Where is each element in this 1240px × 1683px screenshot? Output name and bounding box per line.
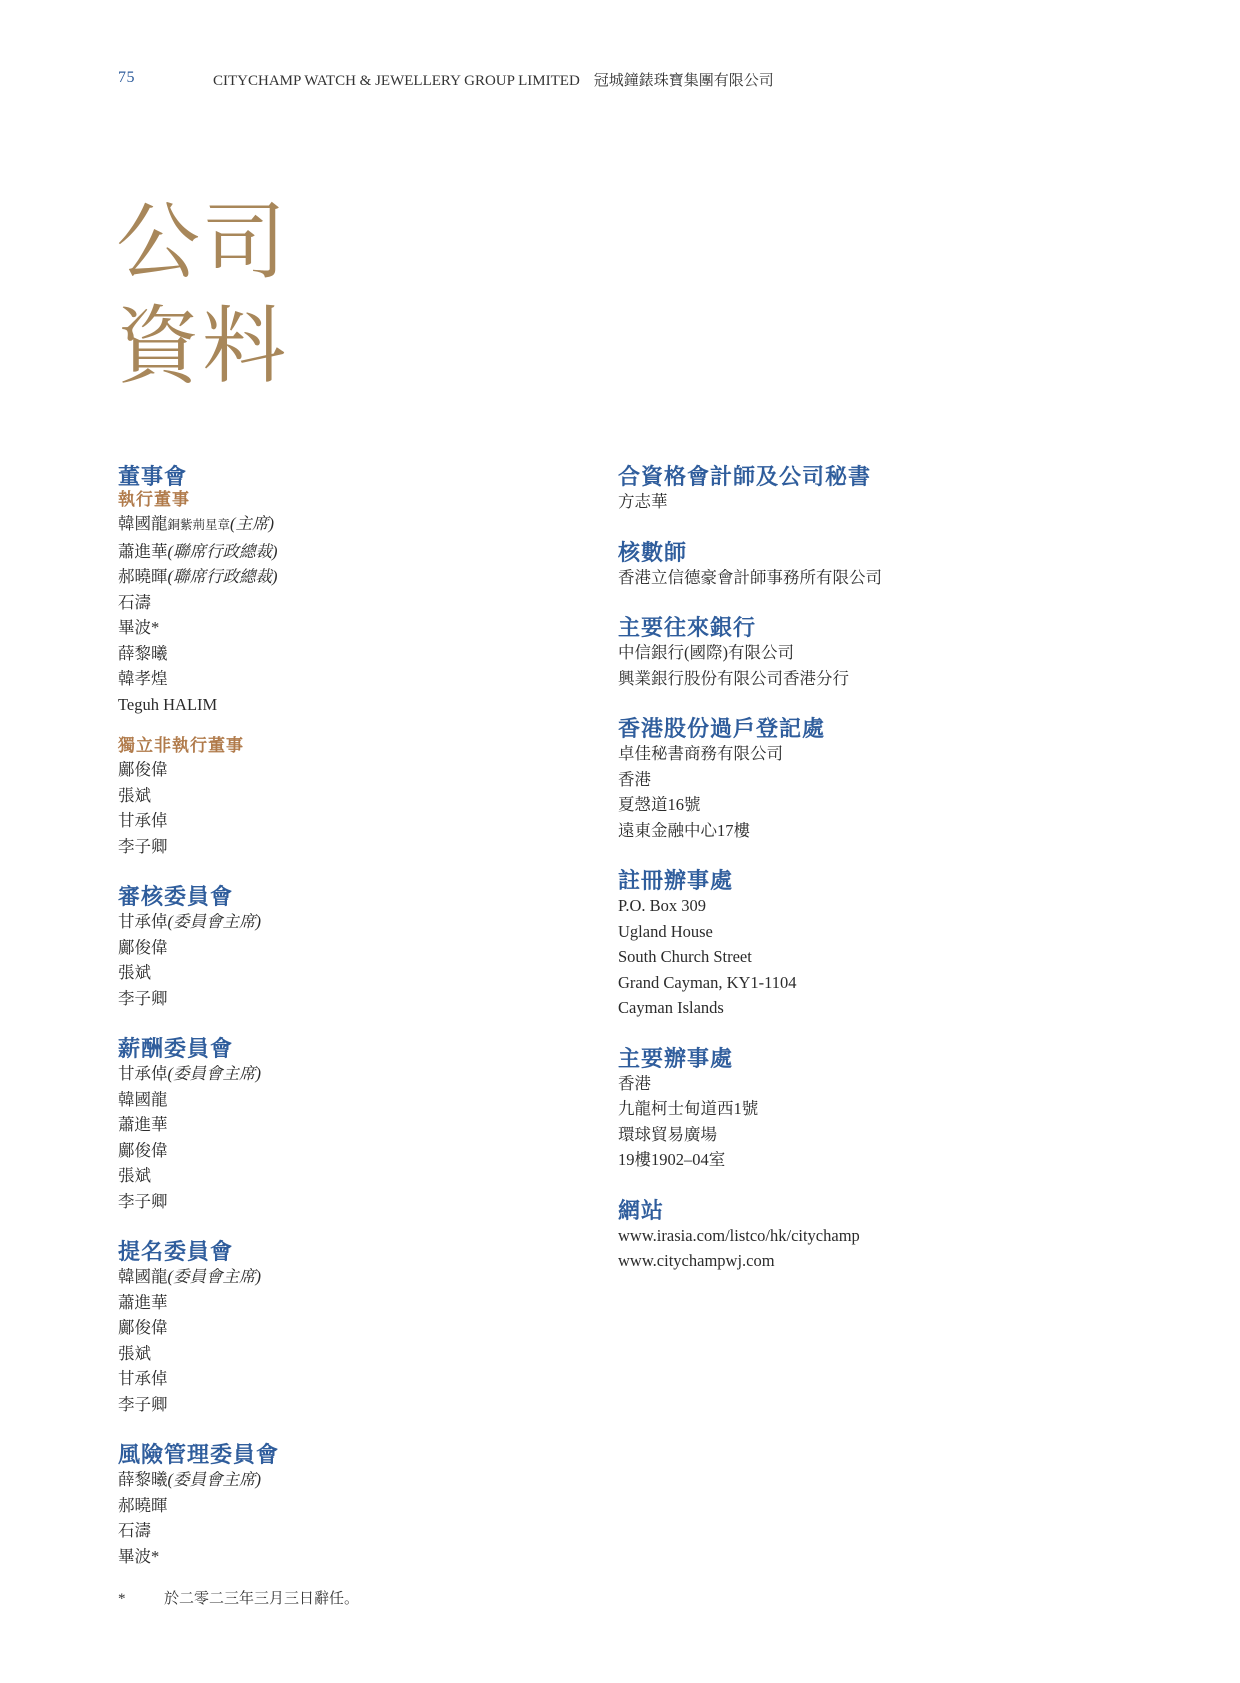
info-line: 遠東金融中心17樓	[618, 820, 750, 840]
auditor-section	[618, 541, 1118, 591]
info-line: 中信銀行(國際)有限公司	[618, 643, 794, 662]
info-line: 卓佳秘書商務有限公司	[618, 744, 783, 763]
member-entry: 韓國龍(委員會主席)	[118, 1267, 261, 1286]
subsection-heading: 獨立非執行董事	[118, 736, 244, 755]
member-entry: 李子卿	[118, 1394, 168, 1414]
member-entry: 韓國龍	[118, 1089, 168, 1109]
info-line: 香港立信德豪會計師事務所有限公司	[618, 567, 882, 587]
section-heading: 香港股份過戶登記處	[618, 716, 826, 741]
nomination-committee-section	[118, 1240, 618, 1417]
section-heading: 註冊辦事處	[618, 868, 734, 893]
info-line: 九龍柯士甸道西1號	[618, 1099, 759, 1118]
director-entry: Teguh HALIM	[118, 694, 218, 714]
footnote-mark: *	[118, 1591, 126, 1607]
info-line: South Church Street	[618, 947, 752, 966]
director-entry: 薛黎曦	[118, 643, 168, 663]
member-entry: 李子卿	[118, 1191, 168, 1211]
member-entry: 蕭進華	[118, 1115, 168, 1134]
member-entry: 鄺俊偉	[118, 937, 168, 957]
member-entry: 甘承倬(委員會主席)	[118, 912, 261, 931]
director-entry: 郝曉暉(聯席行政總裁)	[118, 567, 278, 586]
info-line: 環球貿易廣場	[618, 1124, 717, 1144]
footnote-text: 於二零二三年三月三日辭任。	[164, 1591, 360, 1607]
director-entry: 李子卿	[118, 836, 168, 856]
director-entry: 畢波*	[118, 618, 160, 637]
footnote	[118, 1587, 359, 1608]
running-header	[213, 69, 788, 90]
section-heading: 審核委員會	[118, 884, 234, 909]
section-heading: 薪酬委員會	[118, 1036, 234, 1061]
company-secretary-section	[618, 465, 1118, 515]
director-entry: 蕭進華(聯席行政總裁)	[118, 541, 278, 561]
website-link[interactable]: www.irasia.com/listco/hk/citychamp	[618, 1225, 860, 1245]
info-line: 香港	[618, 769, 651, 789]
member-entry: 蕭進華	[118, 1292, 168, 1312]
section-heading: 董事會	[118, 464, 188, 489]
info-line: 香港	[618, 1073, 651, 1093]
section-heading: 核數師	[618, 539, 688, 565]
member-entry: 郝曉暉	[118, 1495, 168, 1515]
section-heading: 主要辦事處	[618, 1045, 734, 1071]
remuneration-committee-section	[118, 1037, 618, 1214]
info-line: 19樓1902–04室	[618, 1150, 726, 1169]
director-entry: 韓孝煌	[118, 669, 168, 688]
member-entry: 鄺俊偉	[118, 1140, 168, 1160]
section-heading: 網站	[618, 1197, 665, 1223]
info-line: 興業銀行股份有限公司香港分行	[618, 668, 849, 688]
share-registrar-section	[618, 717, 1118, 843]
principal-office-section	[618, 1047, 1118, 1173]
bankers-section	[618, 616, 1118, 691]
member-entry: 畢波*	[118, 1546, 160, 1566]
page-number: 75	[118, 69, 135, 86]
section-heading: 提名委員會	[118, 1239, 234, 1264]
audit-committee-section	[118, 885, 618, 1011]
info-line: Grand Cayman, KY1-1104	[618, 972, 797, 992]
member-entry: 李子卿	[118, 988, 168, 1008]
registered-office-section	[618, 869, 1118, 1021]
member-entry: 張斌	[118, 963, 151, 982]
right-column	[618, 465, 1118, 1300]
info-line: Ugland House	[618, 921, 713, 941]
info-line: Cayman Islands	[618, 998, 724, 1017]
website-link[interactable]: www.citychampwj.com	[618, 1251, 775, 1270]
member-entry: 張斌	[118, 1343, 151, 1363]
director-entry: 韓國龍銅紫荊星章(主席)	[118, 514, 275, 533]
member-entry: 薛黎曦(委員會主席)	[118, 1470, 261, 1489]
company-name-en: CITYCHAMP WATCH & JEWELLERY GROUP LIMITED	[213, 73, 580, 89]
section-heading: 風險管理委員會	[118, 1442, 280, 1467]
member-entry: 甘承倬	[118, 1369, 168, 1388]
section-heading: 合資格會計師及公司秘書	[618, 464, 872, 489]
risk-committee-section	[118, 1443, 618, 1569]
board-section	[118, 465, 618, 859]
section-heading: 主要往來銀行	[618, 615, 757, 640]
page-title	[116, 192, 288, 400]
director-entry: 鄺俊偉	[118, 760, 168, 779]
subsection-heading: 執行董事	[118, 490, 190, 509]
info-line: 夏愨道16號	[618, 795, 701, 814]
member-entry: 甘承倬(委員會主席)	[118, 1064, 261, 1083]
info-line: P.O. Box 309	[618, 896, 707, 915]
page-title-line-2: 資料	[116, 301, 289, 394]
director-entry: 甘承倬	[118, 811, 168, 830]
member-entry: 石濤	[118, 1521, 151, 1540]
info-line: 方志華	[618, 492, 668, 511]
director-entry: 張斌	[118, 785, 151, 805]
left-column	[118, 465, 618, 1595]
page-title-line-1: 公司	[116, 197, 289, 290]
director-entry: 石濤	[118, 592, 151, 612]
member-entry: 張斌	[118, 1166, 151, 1185]
member-entry: 鄺俊偉	[118, 1318, 168, 1337]
company-name-zh: 冠城鐘錶珠寶集團有限公司	[593, 73, 774, 89]
website-section	[618, 1199, 1118, 1274]
